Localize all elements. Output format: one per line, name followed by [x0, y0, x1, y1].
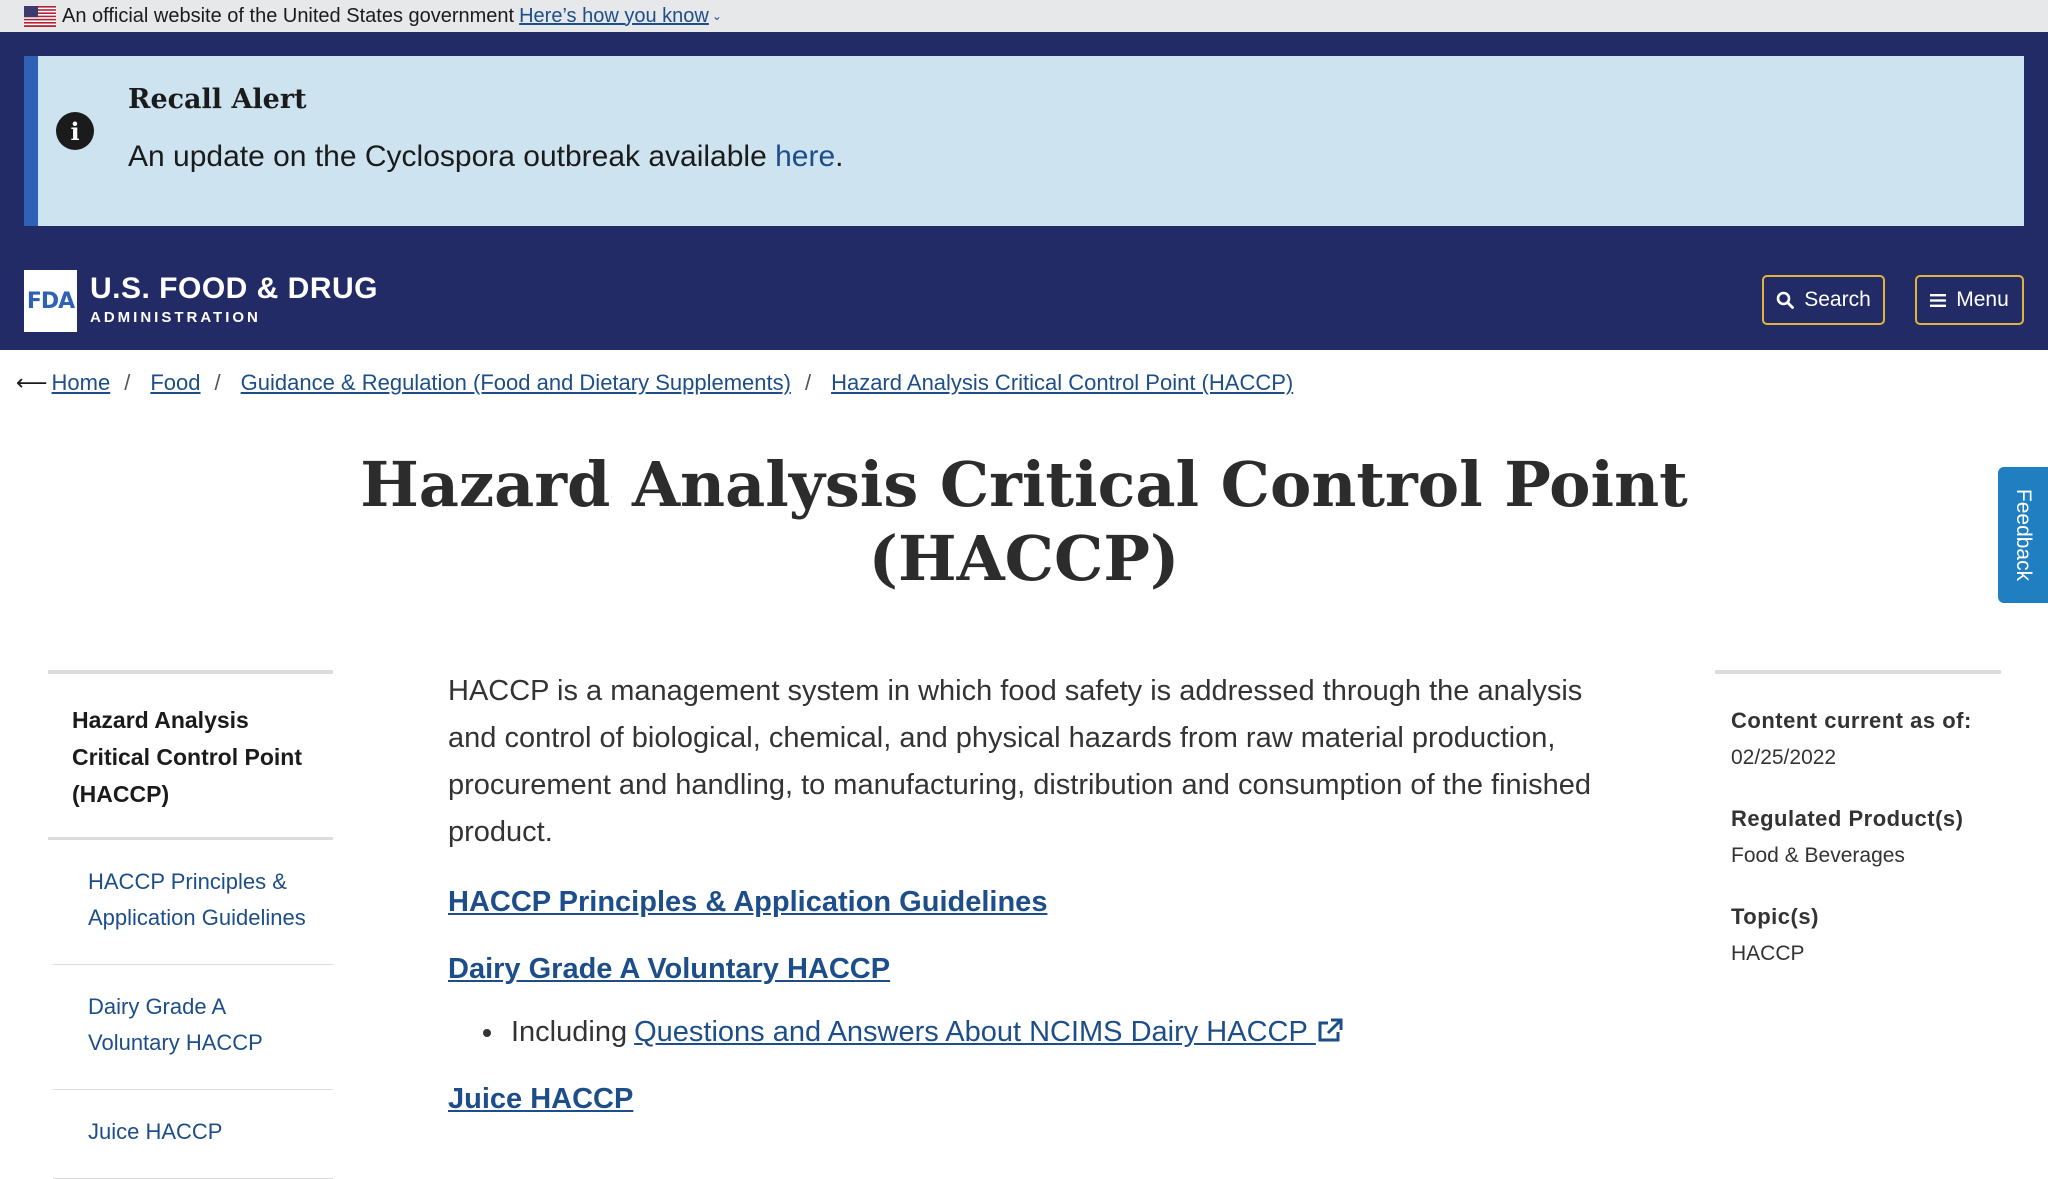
fda-logo[interactable]	[24, 270, 77, 332]
alert-link[interactable]: here	[775, 140, 836, 173]
leftnav-item-dairy-grade-a[interactable]: Dairy Grade A Voluntary HACCP	[53, 965, 333, 1090]
logo-name[interactable]: U.S. FOOD & DRUG	[90, 272, 379, 305]
breadcrumb-separator: /	[214, 370, 221, 395]
info-icon: i	[56, 112, 94, 150]
search-button-label: Search	[1804, 288, 1871, 311]
logo-mark: FDA	[26, 288, 75, 314]
alert-message: An update on the Cyclospora outbreak available	[128, 140, 767, 173]
leftnav-current-page[interactable]: Hazard Analysis Critical Control Point (HACCP)	[48, 674, 333, 840]
feedback-label: Feedback	[2012, 488, 2036, 582]
external-link-icon	[1316, 1017, 1344, 1043]
breadcrumb-separator: /	[804, 370, 812, 395]
search-button[interactable]	[1762, 275, 1885, 325]
content-current-value: 02/25/2022	[1731, 746, 1837, 769]
main-content	[448, 668, 1618, 1116]
link-juice-haccp[interactable]: Juice HACCP	[448, 1083, 634, 1115]
feedback-tab[interactable]	[1998, 467, 2048, 603]
gov-banner-text: An official website of the United States government	[62, 4, 515, 27]
regulated-products-value: Food & Beverages	[1731, 844, 1905, 867]
breadcrumb-separator: /	[124, 370, 131, 395]
breadcrumb-home[interactable]: Home	[51, 370, 111, 395]
back-arrow-icon: ⟵	[16, 370, 48, 395]
chevron-down-icon[interactable]: ⌄	[711, 9, 722, 23]
breadcrumb-food[interactable]: Food	[150, 370, 201, 395]
menu-button-label: Menu	[1956, 288, 2009, 311]
regulated-products-label: Regulated Product(s)	[1731, 806, 1964, 831]
breadcrumb-haccp[interactable]: Hazard Analysis Critical Control Point (HACCP)	[831, 370, 1294, 395]
gov-banner	[0, 0, 2048, 32]
breadcrumb	[16, 370, 1293, 396]
alert-suffix: .	[835, 140, 844, 173]
alert-text	[128, 140, 844, 174]
gov-banner-link[interactable]: Here’s how you know	[519, 4, 709, 27]
link-dairy-grade-a[interactable]: Dairy Grade A Voluntary HACCP	[448, 953, 891, 985]
link-ncims-qa-label: Questions and Answers About NCIMS Dairy HACCP	[634, 1016, 1308, 1048]
menu-button[interactable]	[1915, 275, 2024, 325]
hamburger-icon	[1930, 293, 1946, 308]
link-haccp-principles[interactable]: HACCP Principles & Application Guidelines	[448, 886, 1048, 918]
alert-title: Recall Alert	[128, 84, 307, 115]
leftnav-item-haccp-principles[interactable]: HACCP Principles & Application Guidelines	[53, 840, 333, 965]
search-icon	[1776, 291, 1794, 309]
leftnav-item-juice-haccp[interactable]: Juice HACCP	[53, 1090, 333, 1179]
topics-value: HACCP	[1731, 942, 1805, 965]
page-metadata	[1715, 670, 2001, 1002]
link-ncims-qa[interactable]	[634, 1016, 1344, 1049]
breadcrumb-guidance[interactable]: Guidance & Regulation (Food and Dietary Supplements)	[240, 370, 791, 395]
intro-paragraph: HACCP is a management system in which food safety is addressed through the analysis and control of biological, chemical, and physical hazards from raw material production, procurement and handling, to manufacturing, distribution and consumption of the finished product.	[448, 675, 1591, 848]
content-current-label: Content current as of:	[1731, 708, 1972, 733]
topics-label: Topic(s)	[1731, 904, 1819, 929]
left-navigation	[48, 670, 333, 1179]
bullet-icon	[483, 1029, 491, 1037]
logo-subtitle[interactable]: ADMINISTRATION	[90, 309, 261, 326]
us-flag-icon	[24, 6, 56, 27]
list-item	[483, 1016, 1618, 1049]
bullet-prefix: Including	[511, 1016, 628, 1048]
page-title: Hazard Analysis Critical Control Point (HACCP)	[360, 448, 1688, 595]
